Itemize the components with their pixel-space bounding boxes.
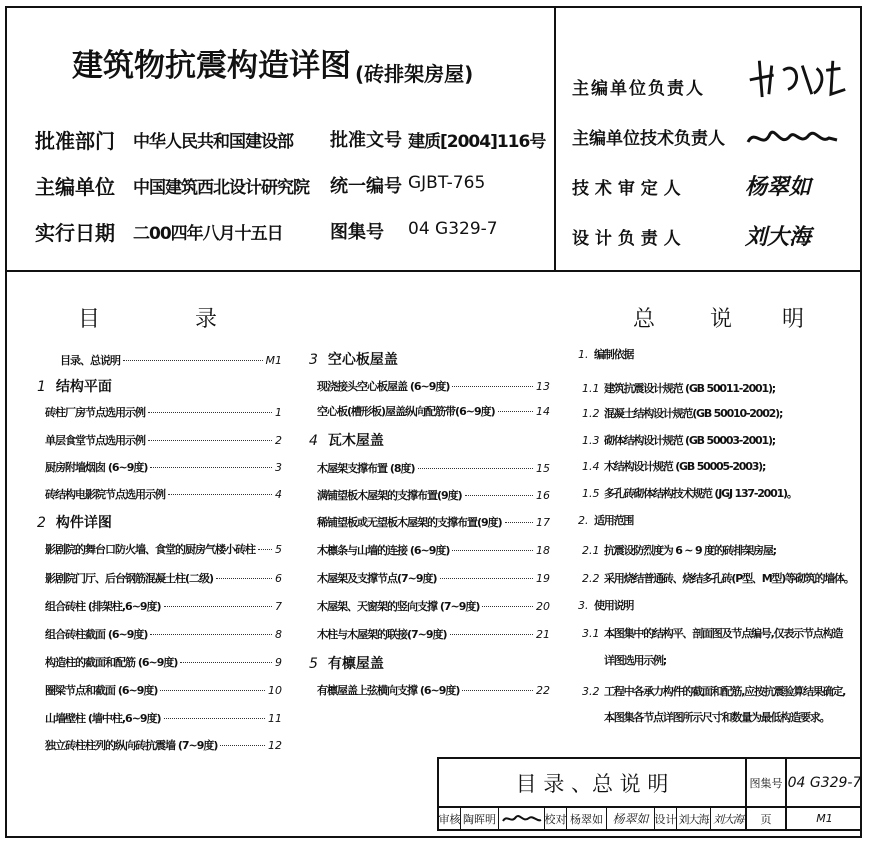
toc-leader-dots [440, 578, 533, 579]
toc-entry[interactable] [317, 570, 550, 586]
note-line [582, 485, 797, 501]
toc-entry-label: 影剧院门厅、后台钢筋混凝土柱(二级) [45, 572, 214, 585]
note-line [582, 458, 765, 474]
note-number: 1.1 [582, 382, 600, 395]
note-number: 1.5 [582, 487, 600, 500]
note-number: 2.1 [582, 544, 600, 557]
toc-entry[interactable] [45, 654, 282, 670]
toc-entry[interactable] [317, 460, 550, 476]
toc-entry[interactable] [317, 378, 550, 394]
toc-entry[interactable] [45, 486, 282, 502]
toc-entry-page: 7 [275, 600, 282, 613]
note-number: 3.1 [582, 627, 600, 640]
design-label: 设计 [655, 808, 677, 829]
note-number: 1.3 [582, 434, 600, 447]
document-title: 建筑物抗震构造详图 [72, 48, 351, 84]
atlas-no-label: 图集号 [747, 759, 787, 806]
toc-entry-label: 木檩条与山墙的连接 (6~9度) [317, 544, 450, 557]
responsible-role: 技 术 审 定 人 [572, 179, 681, 199]
title-block [437, 757, 862, 831]
atlas-no: 04 G329-7 [408, 219, 498, 239]
signature-image [745, 120, 840, 155]
toc-section-number: 4 [309, 433, 318, 449]
toc-entry-label: 影剧院的舞台口防火墙、食堂的厨房气楼小砖柱 [45, 543, 255, 556]
toc-entry-page: 21 [536, 628, 550, 641]
toc-entry-page: 15 [536, 462, 550, 475]
note-line [582, 709, 829, 725]
notes-heading: 说 [710, 307, 733, 332]
note-text: 建筑抗震设计规范 (GB 50011-2001); [604, 382, 775, 395]
atlas-no-label: 图集号 [330, 222, 384, 243]
toc-leader-dots [160, 690, 265, 691]
signature: 刘大海 [745, 224, 812, 250]
unified-no-label: 统一编号 [330, 176, 402, 197]
toc-section-heading [37, 376, 112, 396]
toc-entry-page: 10 [268, 684, 282, 697]
toc-section-heading [309, 653, 384, 673]
toc-leader-dots [168, 494, 272, 495]
toc-leader-dots [164, 718, 265, 719]
note-number: 1. [578, 348, 589, 361]
note-line [578, 512, 633, 528]
note-text: 混凝土结构设计规范(GB 50010-2002); [604, 407, 783, 420]
toc-entry-label: 砖结构电影院节点选用示例 [45, 488, 165, 501]
toc-entry-label: 厨房附墙烟囱 (6~9度) [45, 461, 148, 474]
toc-section-number: 5 [309, 656, 318, 672]
toc-entry-page: 11 [268, 712, 282, 725]
note-number: 1.4 [582, 460, 600, 473]
note-line [582, 432, 775, 448]
toc-entry-label: 空心板(槽形板)屋盖纵向配筋带(6~9度) [317, 405, 495, 418]
toc-entry[interactable] [45, 682, 282, 698]
note-text: 采用烧结普通砖、烧结多孔砖(P型、M型)等砌筑的墙体。 [604, 572, 854, 585]
checker: 杨翠如 [567, 808, 607, 829]
reviewer-signature [499, 808, 545, 829]
toc-leader-dots [452, 386, 533, 387]
toc-entry-label: 木屋架、天窗架的竖向支撑 (7~9度) [317, 600, 480, 613]
toc-leader-dots [220, 745, 265, 746]
note-line [578, 597, 633, 613]
note-text: 砌体结构设计规范 (GB 50003-2001); [604, 434, 775, 447]
toc-leader-dots [450, 634, 533, 635]
toc-entry-page: 5 [275, 543, 282, 556]
toc-section-label: 有檩屋盖 [327, 656, 384, 672]
notes-heading: 明 [782, 307, 805, 332]
toc-entry-label: 满铺望板木屋架的支撑布置(9度) [317, 489, 462, 502]
toc-entry-page: M1 [265, 354, 282, 367]
toc-entry-label: 目录、总说明 [60, 354, 120, 367]
toc-entry-page: 22 [536, 684, 550, 697]
effective-date: 二00四年八月十五日 [133, 224, 283, 244]
toc-entry-label: 构造柱的截面和配筋 (6~9度) [45, 656, 178, 669]
note-text: 编制依据 [594, 348, 634, 361]
toc-section-number: 1 [37, 379, 46, 395]
note-line [582, 683, 845, 699]
toc-entry-label: 稀铺望板或无望板木屋架的支撑布置(9度) [317, 516, 502, 529]
effective-date-label: 实行日期 [35, 221, 115, 245]
signature-image [745, 50, 850, 105]
toc-entry-label: 组合砖柱截面 (6~9度) [45, 628, 148, 641]
note-line [582, 405, 782, 421]
note-text: 本图集中的结构平、剖面图及节点编号,仅表示节点构造 [604, 627, 843, 640]
note-text: 工程中各承力构件的截面和配筋,应按抗震验算结果确定, [604, 685, 846, 698]
review-label: 审核 [439, 808, 461, 829]
toc-section-label: 构件详图 [55, 515, 112, 531]
toc-entry-page: 19 [536, 572, 550, 585]
toc-section-number: 2 [37, 515, 46, 531]
toc-entry-label: 独立砖柱柱列的纵向砖抗震墙 (7~9度) [45, 739, 218, 752]
checker-signature: 杨翠如 [607, 808, 655, 829]
reviewer: 陶晖明 [461, 808, 499, 829]
toc-leader-dots [123, 360, 263, 361]
toc-leader-dots [148, 412, 272, 413]
toc-entry-page: 18 [536, 544, 550, 557]
approval-dept-label: 批准部门 [35, 129, 115, 153]
note-line [582, 652, 666, 668]
drawing-title: 目 录 、总 说 明 [439, 759, 747, 806]
toc-leader-dots [418, 468, 533, 469]
header-vertical-divider [554, 6, 556, 270]
toc-entry-page: 8 [275, 628, 282, 641]
toc-entry[interactable] [45, 737, 282, 753]
toc-leader-dots [482, 606, 533, 607]
responsible-role: 设 计 负 责 人 [572, 229, 681, 249]
toc-heading: 录 [195, 307, 218, 332]
toc-entry[interactable] [45, 459, 282, 475]
note-number: 2. [578, 514, 589, 527]
toc-leader-dots [148, 440, 272, 441]
note-line [582, 542, 776, 558]
toc-entry[interactable] [45, 432, 282, 448]
toc-leader-dots [216, 578, 272, 579]
toc-entry-label: 单层食堂节点选用示例 [45, 434, 145, 447]
responsible-role: 主编单位负责人 [572, 79, 705, 99]
toc-entry[interactable] [317, 542, 550, 558]
toc-section-heading [37, 512, 112, 532]
toc-entry-label: 山墙壁柱 (墙中柱,6~9度) [45, 712, 161, 725]
toc-entry-page: 4 [275, 488, 282, 501]
signature-image [501, 812, 543, 826]
toc-entry-page: 6 [275, 572, 282, 585]
toc-entry-page: 2 [275, 434, 282, 447]
page-number: M1 [816, 812, 833, 825]
editor: 中国建筑西北设计研究院 [133, 178, 309, 198]
note-text: 适用范围 [594, 514, 634, 527]
note-text: 多孔砖砌体结构技术规范 (JGJ 137-2001)。 [604, 487, 797, 500]
header-divider [5, 270, 862, 272]
toc-entry-label: 木屋架及支撑节点(7~9度) [317, 572, 437, 585]
toc-heading: 目 [78, 307, 101, 332]
toc-section-number: 3 [309, 352, 318, 368]
editor-label: 主编单位 [35, 175, 115, 199]
responsible-role: 主编单位技术负责人 [572, 129, 725, 149]
designer-signature: 刘大海 [711, 808, 747, 829]
notes-heading: 总 [633, 307, 656, 332]
toc-section-heading [309, 430, 384, 450]
toc-leader-dots [258, 549, 272, 550]
note-number: 3. [578, 599, 589, 612]
toc-leader-dots [452, 550, 533, 551]
note-line [578, 346, 633, 362]
toc-entry[interactable] [317, 682, 550, 698]
toc-section-label: 结构平面 [55, 379, 112, 395]
note-line [582, 625, 842, 641]
atlas-no: 04 G329-7 [787, 774, 862, 791]
check-label: 校对 [545, 808, 567, 829]
toc-entry[interactable] [45, 710, 282, 726]
approval-doc-label: 批准文号 [330, 130, 402, 151]
note-text: 使用说明 [594, 599, 634, 612]
toc-entry-page: 17 [536, 516, 550, 529]
toc-entry[interactable] [317, 514, 550, 530]
toc-entry-label: 组合砖柱 (排架柱,6~9度) [45, 600, 161, 613]
toc-entry[interactable] [317, 403, 550, 419]
page-label: 页 [747, 808, 787, 829]
toc-leader-dots [164, 606, 272, 607]
toc-entry[interactable] [45, 598, 282, 614]
toc-entry[interactable] [45, 541, 282, 557]
signature: 杨翠如 [745, 174, 812, 200]
toc-entry[interactable] [45, 570, 282, 586]
toc-entry-page: 16 [536, 489, 550, 502]
toc-leader-dots [150, 467, 272, 468]
toc-entry-label: 木柱与木屋架的联接(7~9度) [317, 628, 447, 641]
toc-entry[interactable] [317, 626, 550, 642]
note-number: 2.2 [582, 572, 600, 585]
designer: 刘大海 [677, 808, 711, 829]
toc-leader-dots [462, 690, 533, 691]
toc-entry[interactable] [45, 626, 282, 642]
toc-entry-page: 9 [275, 656, 282, 669]
note-text: 详图选用示例; [604, 654, 666, 667]
toc-entry-page: 20 [536, 600, 550, 613]
toc-entry-label: 现浇接头空心板屋盖 (6~9度) [317, 380, 450, 393]
toc-leader-dots [505, 522, 533, 523]
document-subtitle: (砖排架房屋) [355, 62, 474, 86]
toc-leader-dots [465, 495, 533, 496]
toc-entry-page: 1 [275, 406, 282, 419]
toc-section-label: 空心板屋盖 [327, 352, 398, 368]
toc-entry-page: 13 [536, 380, 550, 393]
note-line [582, 380, 775, 396]
note-number: 1.2 [582, 407, 600, 420]
toc-leader-dots [498, 411, 533, 412]
unified-no: GJBT-765 [408, 173, 486, 193]
note-text: 木结构设计规范 (GB 50005-2003); [604, 460, 766, 473]
toc-section-heading [309, 349, 398, 369]
note-text: 抗震设防烈度为 6 ~ 9 度的砖排架房屋; [604, 544, 776, 557]
approval-dept: 中华人民共和国建设部 [133, 132, 293, 152]
toc-entry-label: 有檩屋盖上弦横向支撑 (6~9度) [317, 684, 460, 697]
toc-entry-label: 砖柱厂房节点选用示例 [45, 406, 145, 419]
note-text: 本图集各节点详图所示尺寸和数量为最低构造要求。 [604, 711, 830, 724]
note-line [582, 570, 854, 586]
toc-entry[interactable] [45, 404, 282, 420]
note-number: 3.2 [582, 685, 600, 698]
toc-entry-page: 3 [275, 461, 282, 474]
toc-entry[interactable] [317, 487, 550, 503]
toc-section-label: 瓦木屋盖 [327, 433, 384, 449]
toc-entry-page: 14 [536, 405, 550, 418]
toc-entry[interactable] [60, 352, 282, 368]
approval-doc: 建质[2004]116号 [408, 132, 546, 152]
toc-entry[interactable] [317, 598, 550, 614]
toc-entry-page: 12 [268, 739, 282, 752]
toc-leader-dots [150, 634, 272, 635]
toc-leader-dots [180, 662, 272, 663]
toc-entry-label: 圈梁节点和截面 (6~9度) [45, 684, 158, 697]
toc-entry-label: 木屋架支撑布置 (8度) [317, 462, 415, 475]
